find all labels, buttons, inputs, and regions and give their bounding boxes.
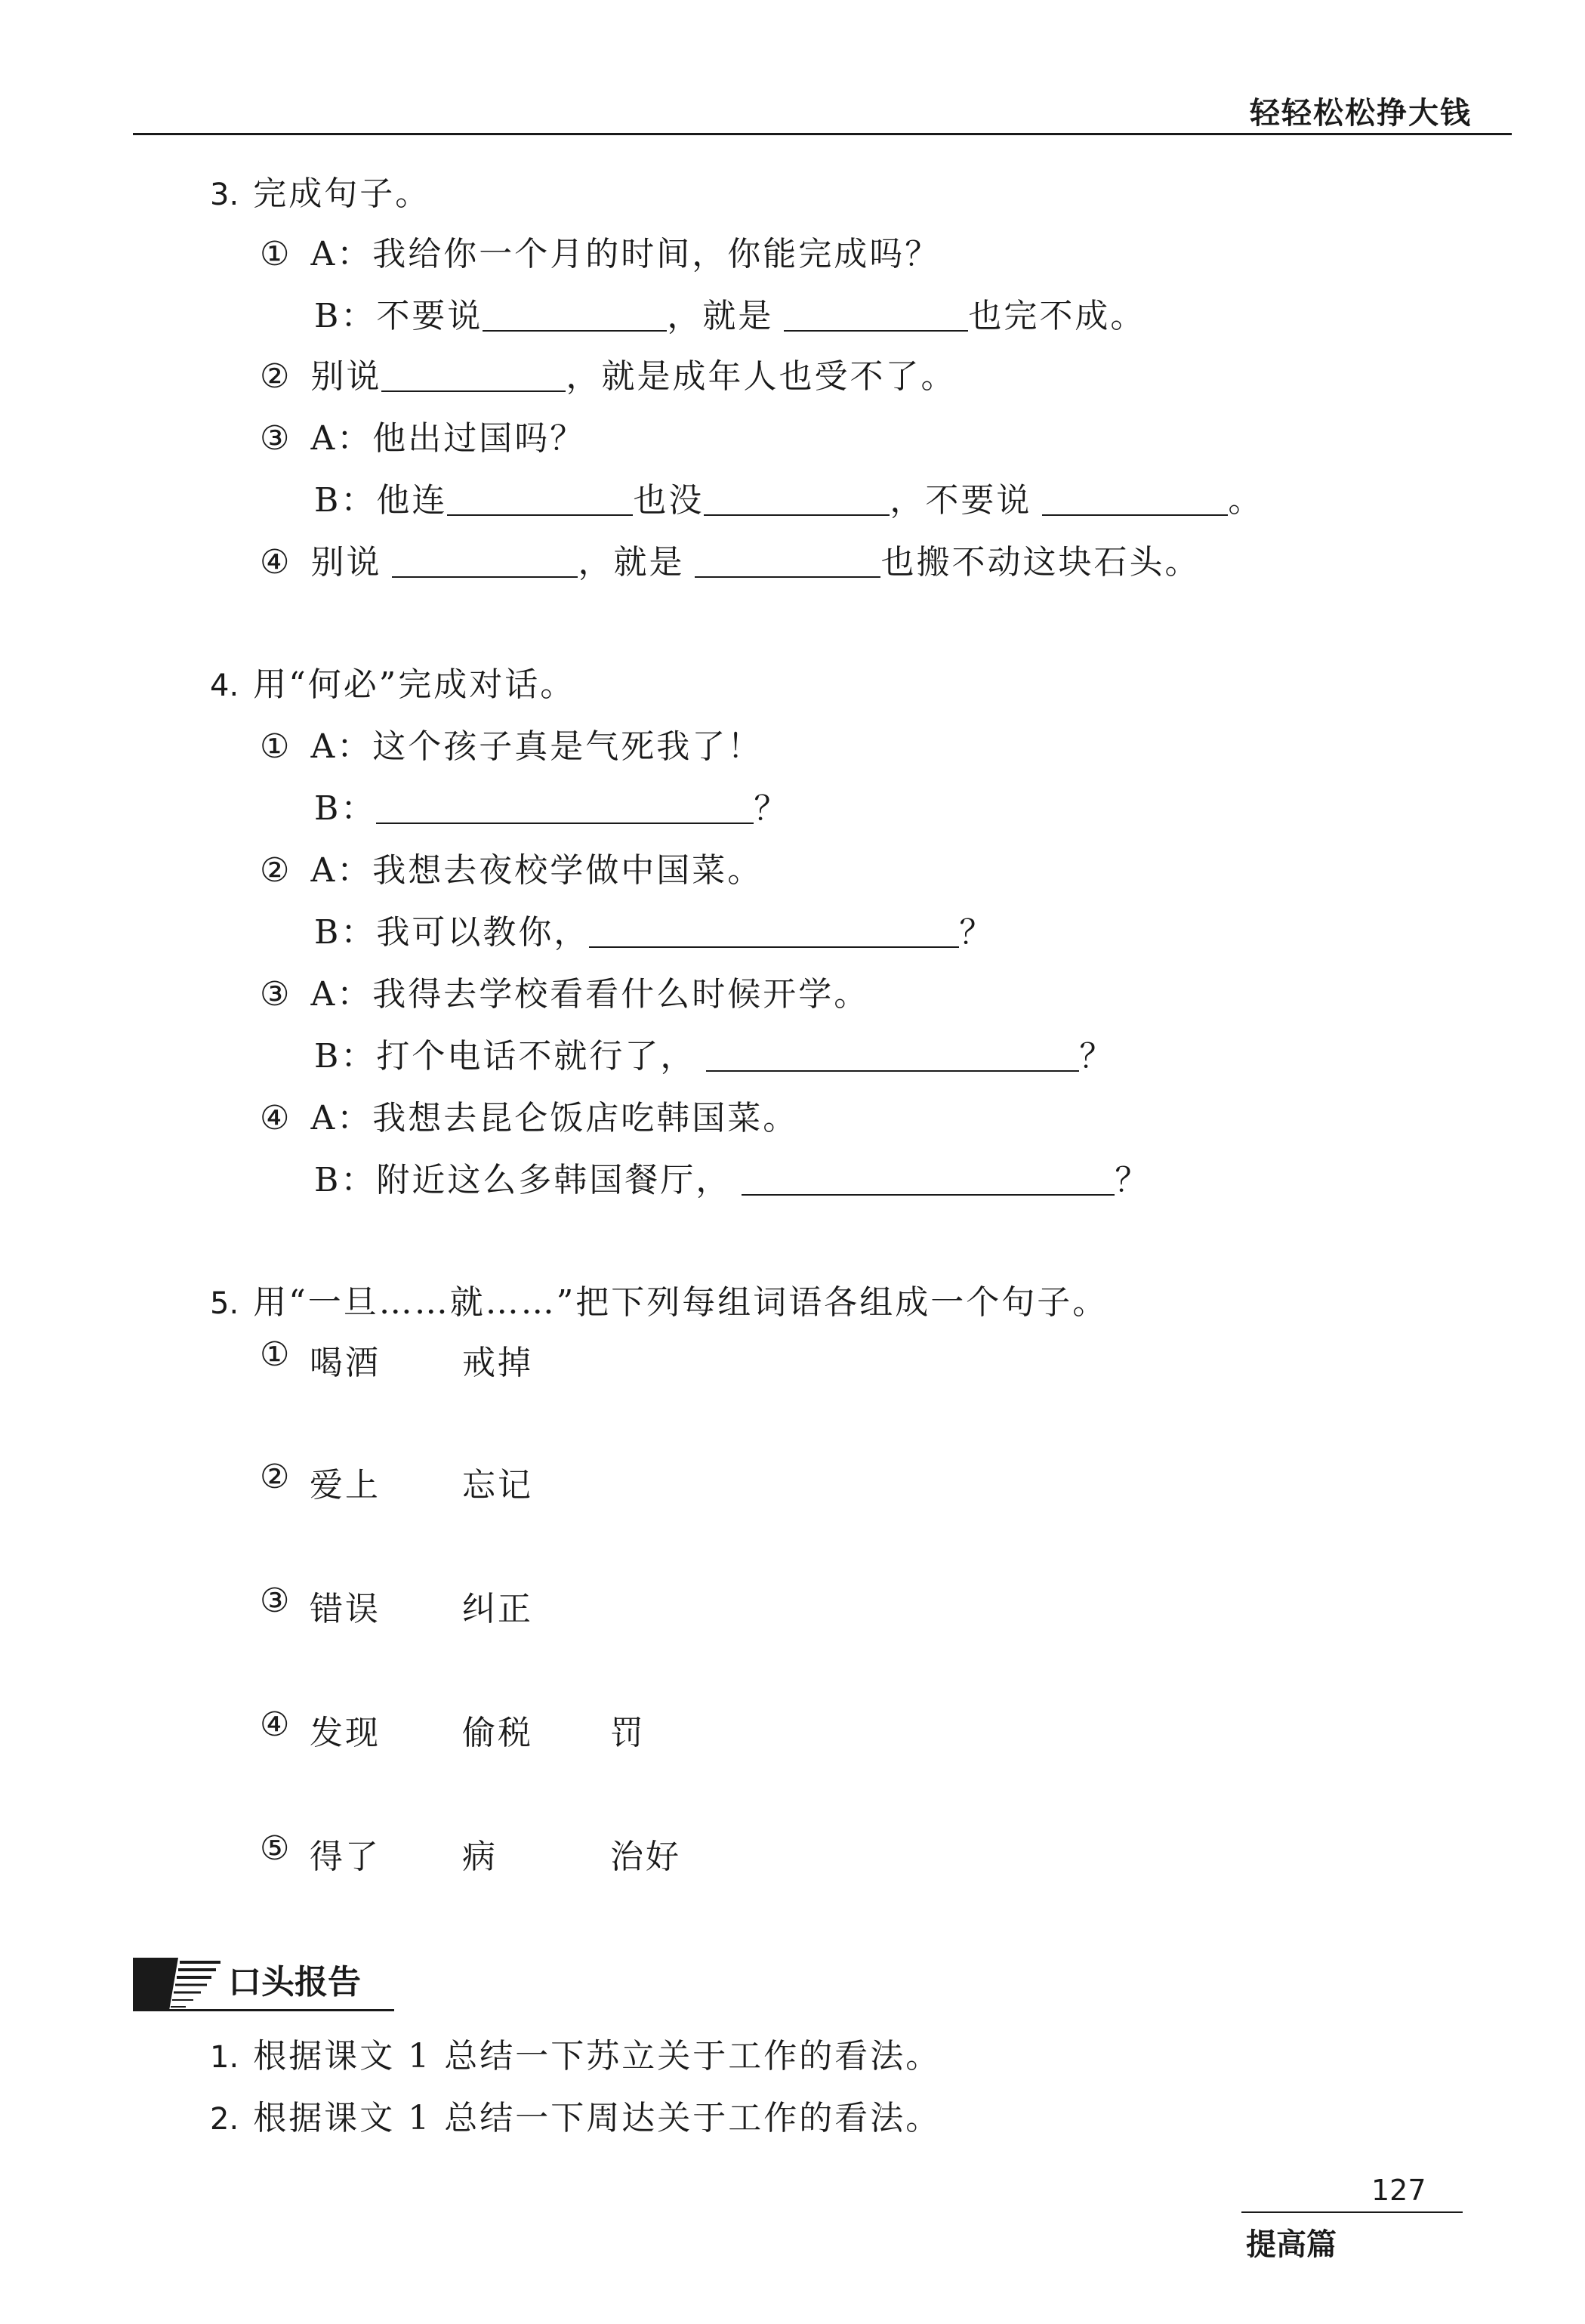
q4-item-4-a	[260, 1091, 798, 1139]
answer-blank[interactable]	[704, 481, 890, 516]
item-text: 也完不成。	[968, 297, 1146, 335]
question-5-heading	[210, 1275, 1108, 1323]
item-text: ，不要说	[890, 481, 1032, 520]
item-line: A：我想去夜校学做中国菜。	[310, 851, 763, 890]
question-3-heading	[210, 166, 430, 214]
item-text: ？	[959, 913, 995, 952]
item-line: A：这个孩子真是气死我了！	[310, 727, 763, 766]
q5-word: 忘记	[462, 1466, 533, 1505]
item-marker: ④	[260, 543, 292, 582]
q5-word: 喝酒	[310, 1344, 381, 1382]
q5-word: 纠正	[462, 1590, 533, 1628]
item-text: 也没	[633, 481, 705, 520]
answer-blank[interactable]	[589, 913, 959, 948]
q3-item-3-a	[260, 411, 585, 459]
q5-word: 错误	[310, 1590, 381, 1628]
oral-report-title: 口头报告	[228, 1963, 361, 2001]
question-4-heading	[210, 657, 575, 705]
q5-word: 治好	[610, 1838, 681, 1876]
q5-item-5	[260, 1829, 291, 1868]
item-line: A：我想去昆仑饭店吃韩国菜。	[310, 1099, 799, 1137]
q5-word: 得了	[310, 1838, 381, 1876]
item-marker: ③	[260, 419, 292, 458]
question-number: 4.	[210, 668, 239, 703]
page-number: 127	[1371, 2174, 1426, 2207]
item-number: 2.	[210, 2102, 239, 2137]
running-header-title: 轻轻松松挣大钱	[1250, 96, 1472, 131]
q4-item-3-b	[314, 1029, 1115, 1077]
q5-item-1	[260, 1335, 291, 1374]
item-marker: ①	[260, 727, 292, 766]
header-rule	[133, 133, 1512, 135]
q3-item-4	[260, 535, 1200, 583]
footer-section-label: 提高篇	[1246, 2227, 1337, 2262]
item-text: 根据课文 1 总结一下苏立关于工作的看法。	[253, 2037, 942, 2076]
item-line: A：我得去学校看看什么时候开学。	[310, 975, 870, 1014]
q3-item-1-b	[314, 289, 1146, 337]
item-marker: ④	[260, 1705, 292, 1744]
item-text: 别说	[310, 543, 382, 582]
oral-item-2	[210, 2091, 941, 2139]
item-text: 别说	[310, 357, 382, 396]
section-underline	[133, 2009, 394, 2011]
item-text: ，就是	[667, 297, 774, 335]
item-marker: ①	[260, 235, 292, 273]
q5-word: 爱上	[310, 1466, 381, 1505]
answer-blank[interactable]	[784, 297, 968, 332]
item-marker: ③	[260, 1582, 292, 1620]
answer-blank[interactable]	[376, 789, 754, 824]
item-marker: ③	[260, 975, 292, 1014]
answer-blank[interactable]	[695, 543, 880, 578]
item-text: B：他连	[314, 481, 448, 520]
q5-item-3	[260, 1582, 291, 1620]
q4-item-2-a	[260, 843, 763, 891]
item-text: 也搬不动这块石头。	[880, 543, 1201, 582]
footer-rule	[1241, 2211, 1463, 2213]
item-marker: ⑤	[260, 1829, 292, 1868]
item-marker: ④	[260, 1099, 292, 1137]
item-text: B：我可以教你，	[314, 913, 590, 952]
q5-item-2	[260, 1458, 291, 1496]
item-text: ，就是	[578, 543, 685, 582]
answer-blank[interactable]	[1042, 481, 1228, 516]
item-text: B：打个电话不就行了，	[314, 1037, 696, 1076]
answer-blank[interactable]	[447, 481, 633, 516]
item-text: B：不要说	[314, 297, 483, 335]
item-text: B：附近这么多韩国餐厅，	[314, 1161, 732, 1199]
q4-item-1-b	[314, 781, 789, 829]
answer-blank[interactable]	[483, 297, 667, 332]
answer-blank[interactable]	[381, 357, 566, 392]
question-title: 用“一旦……就……”把下列每组词语各组成一个句子。	[253, 1283, 1109, 1322]
question-title: 用“何必”完成对话。	[253, 665, 576, 704]
item-line: A：他出过国吗？	[310, 419, 586, 458]
item-marker: ②	[260, 357, 292, 396]
q4-item-1-a	[260, 719, 763, 767]
answer-blank[interactable]	[742, 1161, 1115, 1196]
item-marker: ②	[260, 851, 292, 890]
question-title: 完成句子。	[253, 174, 431, 213]
item-text: ，就是成年人也受不了。	[566, 357, 957, 396]
q3-item-1-a	[260, 227, 940, 275]
question-number: 3.	[210, 177, 239, 212]
question-number: 5.	[210, 1286, 239, 1321]
item-text: B：	[314, 789, 377, 828]
q3-item-2	[260, 349, 956, 397]
item-line: A：我给你一个月的时间，你能完成吗？	[310, 235, 941, 273]
q5-item-4	[260, 1705, 291, 1744]
item-text: ？	[754, 789, 790, 828]
answer-blank[interactable]	[392, 543, 578, 578]
section-marker-icon	[133, 1958, 220, 2011]
q5-word: 发现	[310, 1714, 381, 1752]
item-marker: ①	[260, 1335, 292, 1374]
q5-word: 戒掉	[462, 1344, 533, 1382]
q5-word: 偷税	[462, 1714, 533, 1752]
q3-item-3-b	[314, 473, 1263, 521]
q5-word: 病	[462, 1838, 498, 1876]
item-text: 。	[1228, 481, 1264, 520]
q5-word: 罚	[610, 1714, 646, 1752]
item-number: 1.	[210, 2040, 239, 2075]
item-text: ？	[1079, 1037, 1115, 1076]
item-text: ？	[1115, 1161, 1151, 1199]
q4-item-2-b	[314, 905, 994, 953]
answer-blank[interactable]	[706, 1037, 1079, 1072]
item-text: 根据课文 1 总结一下周达关于工作的看法。	[253, 2099, 942, 2137]
q4-item-4-b	[314, 1153, 1150, 1201]
oral-item-1	[210, 2029, 941, 2077]
q4-item-3-a	[260, 967, 869, 1015]
item-marker: ②	[260, 1458, 292, 1496]
